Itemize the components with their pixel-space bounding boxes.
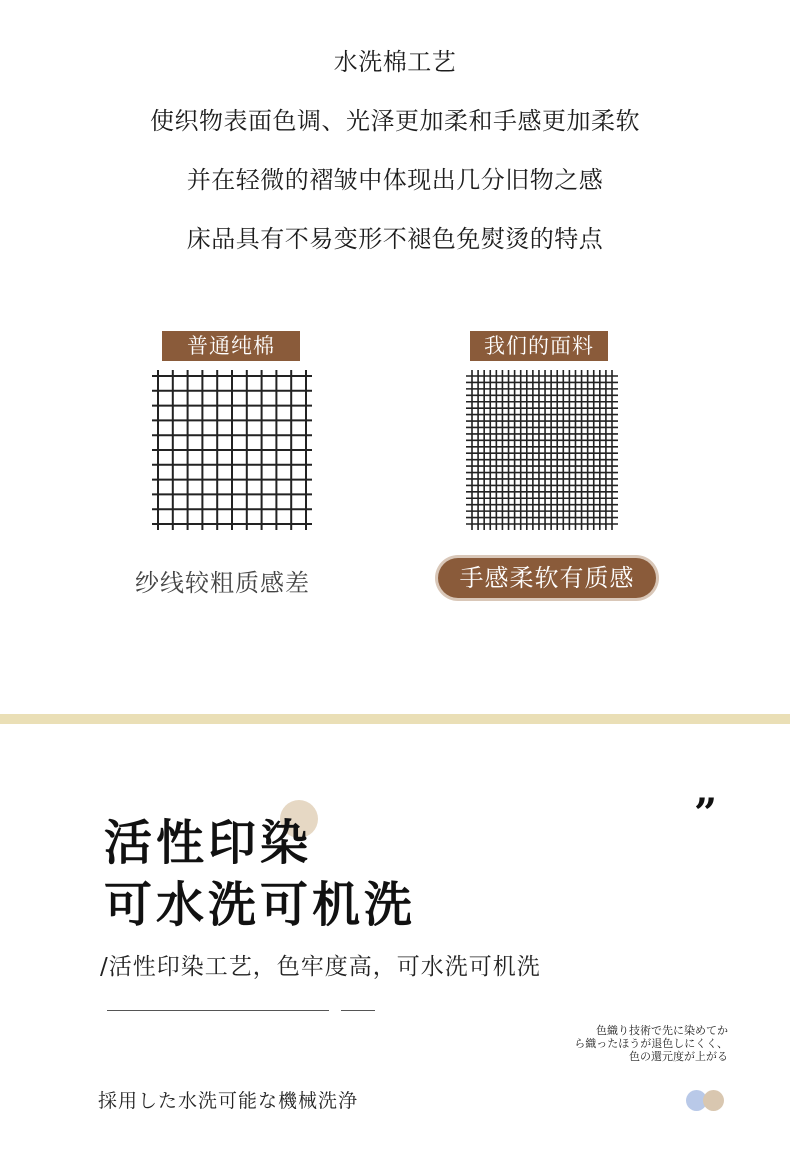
plain-cotton-caption: 纱线较粗质感差 (135, 569, 310, 597)
japanese-note-line-3: 色の還元度が上がる (629, 1050, 728, 1063)
machine-wash-note: 採用した水洗可能な機械洗浄 (98, 1090, 359, 1112)
divider-line-long (107, 1010, 329, 1011)
our-fabric-caption-badge: 手感柔软有质感 (438, 558, 656, 598)
divider-line-short (341, 1010, 375, 1011)
japanese-note (468, 1024, 728, 1063)
japanese-note-line-1: 色織り技術で先に染めてか (596, 1024, 728, 1037)
closing-quote-icon: ” (694, 790, 718, 837)
intro-line-3: 并在轻微的褶皱中体现出几分旧物之感 (186, 166, 604, 194)
plain-cotton-label: 普通纯棉 (162, 331, 300, 361)
japanese-note-line-2: ら織ったほうが退色しにくく、 (574, 1037, 728, 1050)
feature-title-line-2: 可水洗可机洗 (104, 877, 417, 933)
section-divider-band (0, 714, 790, 724)
intro-line-4: 床品具有不易变形不褪色免熨烫的特点 (186, 225, 604, 253)
feature-title-line-1: 活性印染 (104, 815, 313, 871)
intro-line-2: 使织物表面色调、光泽更加柔和手感更加柔软 (150, 107, 640, 135)
feature-subtitle: /活性印染工艺，色牢度高，可水洗可机洗 (100, 954, 541, 980)
our-fabric-label: 我们的面料 (470, 331, 608, 361)
tan-dot-decoration (703, 1090, 724, 1111)
fine-weave-grid-icon (466, 370, 618, 530)
coarse-weave-grid-icon (152, 370, 312, 530)
intro-line-1: 水洗棉工艺 (333, 48, 457, 76)
